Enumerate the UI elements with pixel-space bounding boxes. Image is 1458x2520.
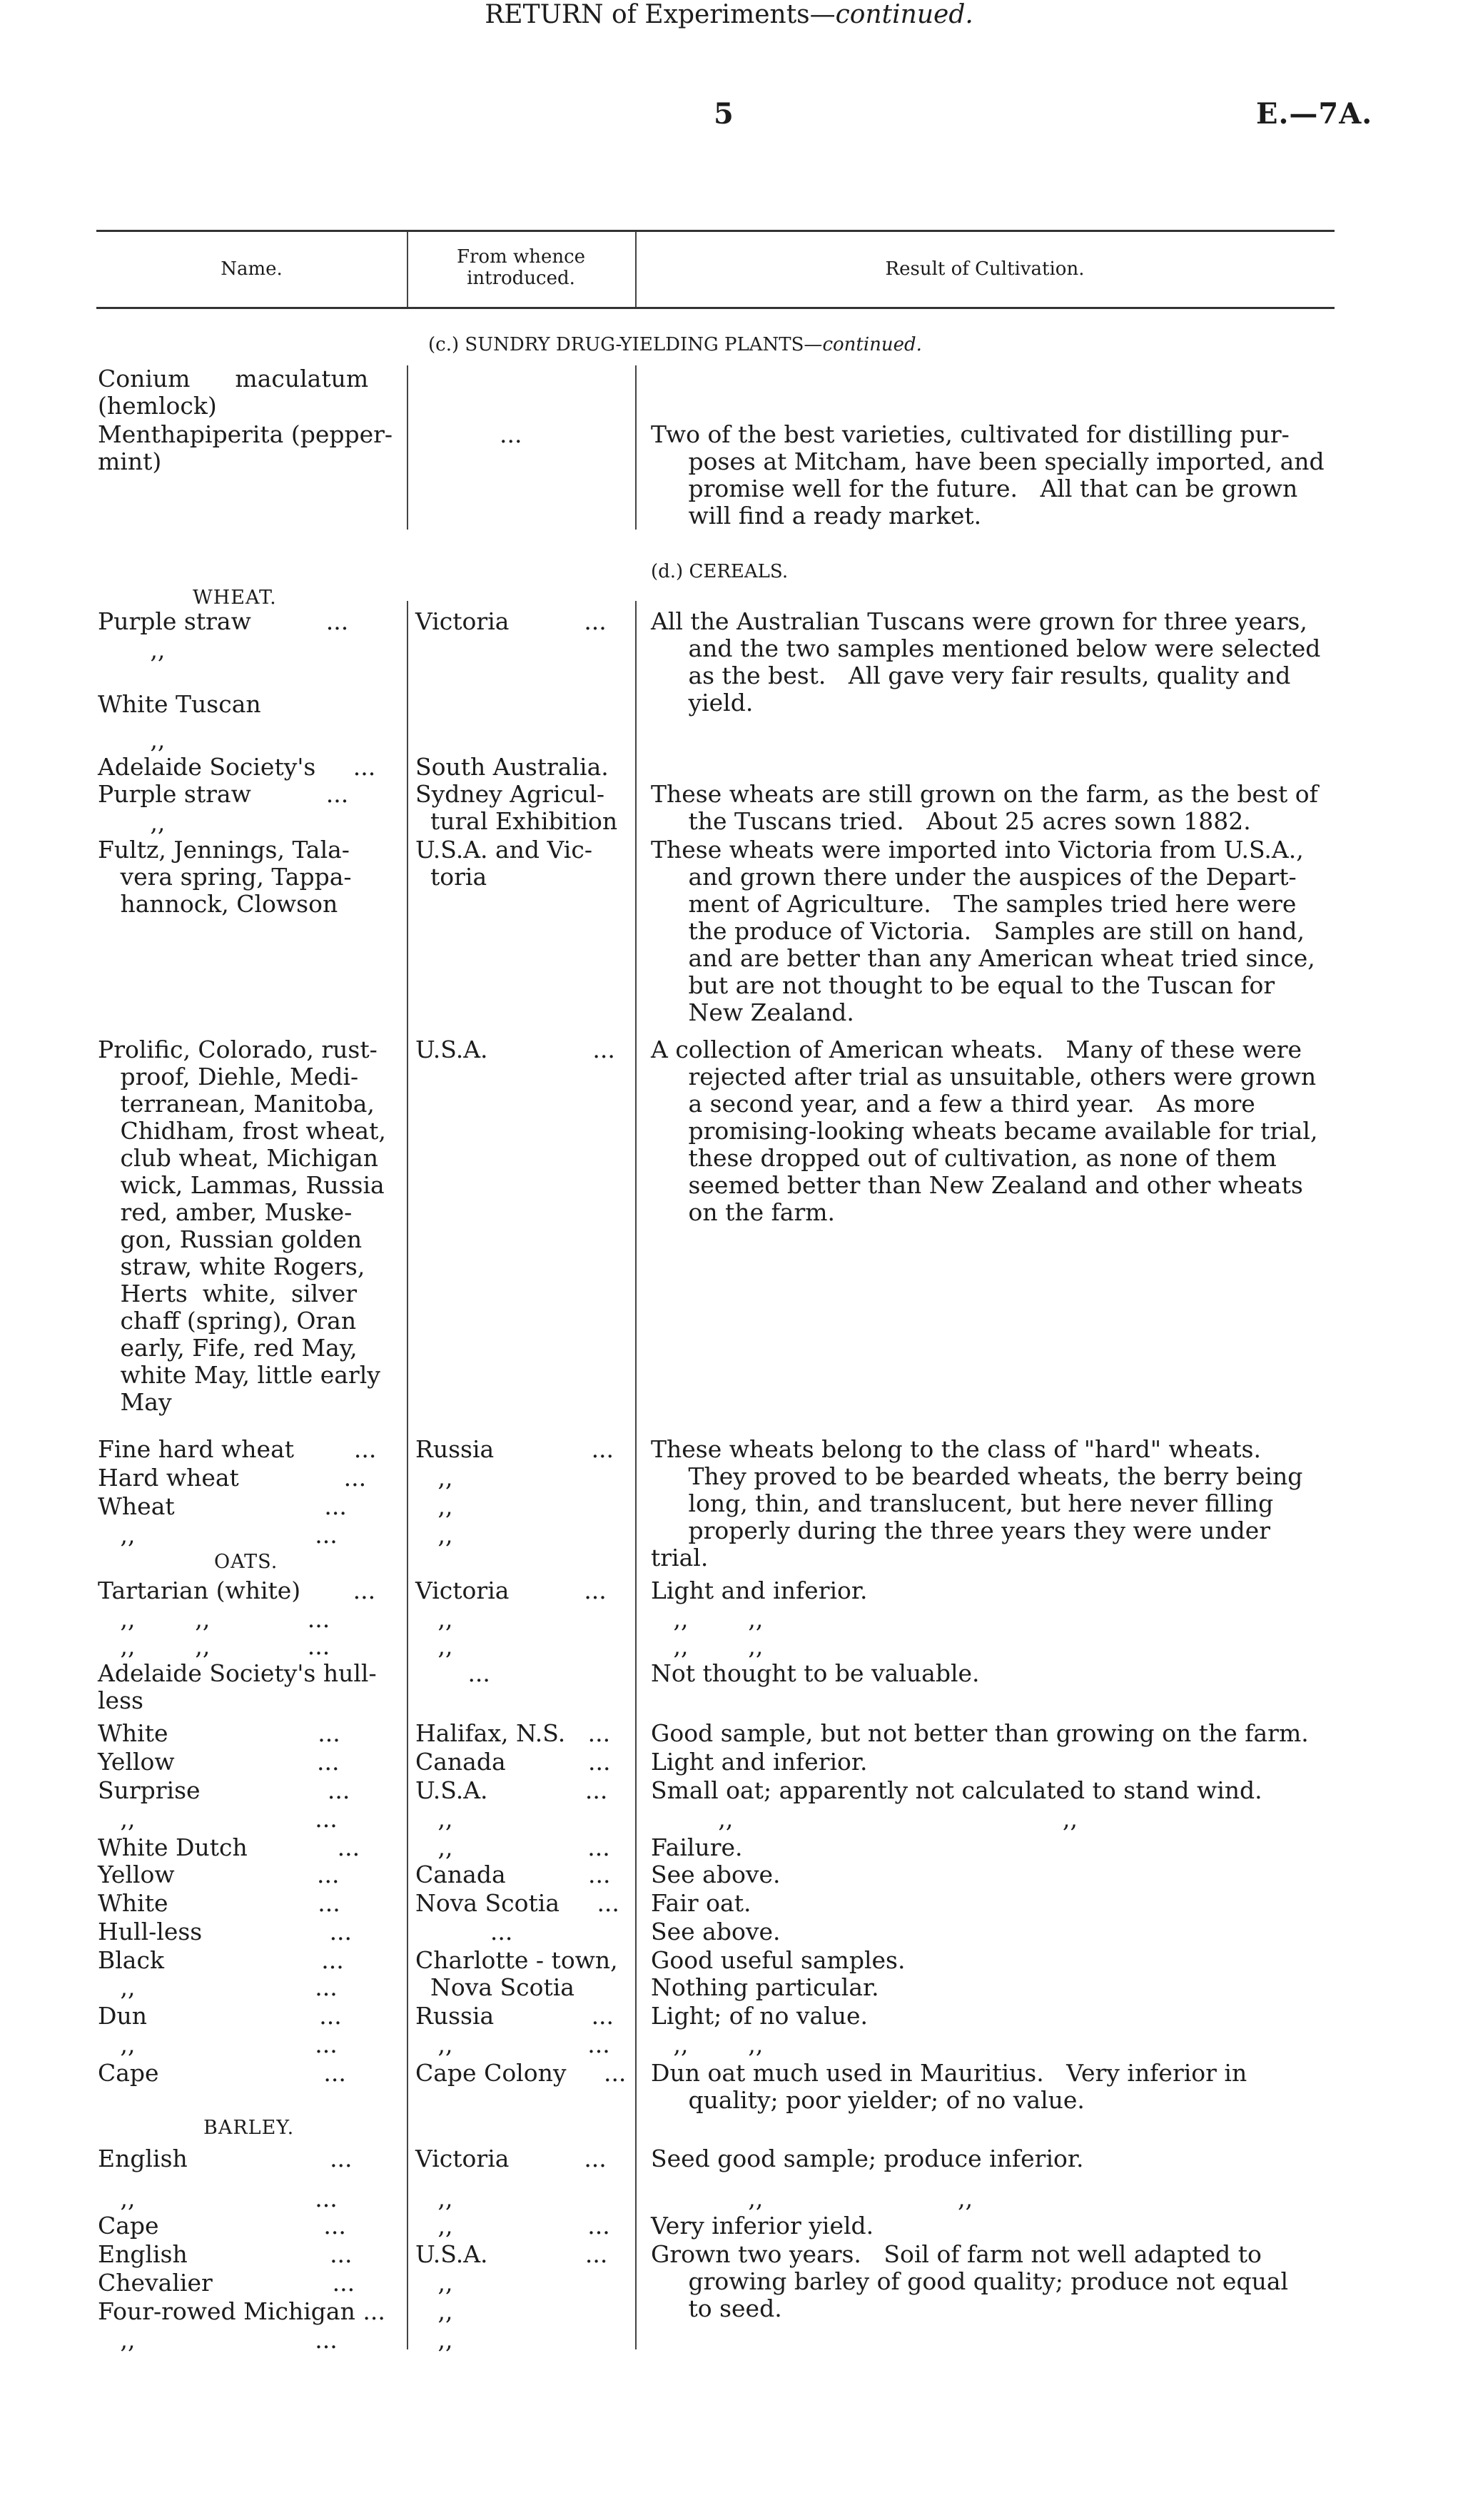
section-c-heading: [428, 334, 922, 355]
group-title-wheat: WHEAT.: [193, 587, 277, 609]
cell-result: Small oat; apparently not calculated to stand wind.: [651, 1776, 1262, 1804]
cell-result: Fair oat.: [651, 1889, 751, 1917]
cell-result: Failure.: [651, 1833, 743, 1861]
cell-name: Yellow ...: [98, 1861, 340, 1888]
section-c-continued: continued.: [822, 334, 922, 355]
cell-from: Canada ...: [415, 1748, 611, 1776]
cell-from: Canada ...: [415, 1861, 611, 1888]
cell-result: All the Australian Tuscans were grown for three years, and the two samples mentioned below were selected as the best. All gave very fair results, quality and yield.: [651, 607, 1321, 717]
cell-from: ,,: [415, 2185, 453, 2212]
cell-name: ,,: [98, 726, 166, 754]
section-d-heading: (d.) CEREALS.: [651, 561, 789, 582]
cell-name: Menthapiperita (pepper- mint): [98, 420, 393, 475]
column-header-from: From whence introduced.: [456, 246, 586, 289]
cell-name: ,,: [98, 809, 166, 836]
column-header-name: Name.: [221, 258, 283, 280]
cell-name: Black ...: [98, 1946, 344, 1974]
cell-from: ,,: [415, 1464, 453, 1492]
cell-from: ,,: [415, 1521, 453, 1549]
cell-name: Purple straw ...: [98, 780, 349, 808]
cell-name: ,, ...: [98, 1805, 338, 1833]
cell-from: ,,: [415, 1805, 453, 1833]
cell-name: Conium maculatum (hemlock): [98, 365, 369, 420]
cell-from: U.S.A. and Vic- toria: [415, 836, 592, 891]
cell-from: ,,: [415, 1605, 453, 1633]
cell-result: Light; of no value.: [651, 2002, 869, 2030]
cell-from: Charlotte - town, Nova Scotia: [415, 1946, 618, 2001]
cell-from: ,,: [415, 1632, 453, 1660]
cell-from: South Australia.: [415, 753, 609, 781]
cell-from: ...: [415, 1659, 490, 1687]
cell-name: Wheat ...: [98, 1492, 347, 1520]
cell-result: ,, ,,: [651, 2030, 764, 2058]
cell-from: ,,: [415, 2297, 453, 2325]
cell-name: Cape ...: [98, 2212, 346, 2240]
cell-name: ,, ,, ...: [98, 1632, 330, 1660]
cell-result: Nothing particular.: [651, 1973, 879, 2001]
cell-name: ,, ...: [98, 1973, 338, 2001]
cell-from: Victoria ...: [415, 607, 607, 635]
cell-result: Two of the best varieties, cultivated for distilling pur- poses at Mitcham, have been specially imported, and promise well for the future. All that can be grown will find a ready market.: [651, 420, 1325, 530]
document-code: E.—7A.: [1256, 97, 1373, 131]
cell-name: ,, ...: [98, 2326, 338, 2354]
cell-result: Grown two years. Soil of farm not well adapted to growing barley of good quality; produce not equal to seed.: [651, 2240, 1289, 2322]
cell-result: ,, ,,: [651, 2185, 973, 2212]
cell-name: White ...: [98, 1719, 340, 1747]
cell-result: These wheats belong to the class of "hard" wheats. They proved to be bearded wheats, the berry being long, thin, and translucent, but here never filling properly during the three years they were under trial.: [651, 1435, 1303, 1572]
cell-result: Very inferior yield.: [651, 2212, 874, 2240]
cell-name: Fultz, Jennings, Tala- vera spring, Tappa- hannock, Clowson: [98, 836, 352, 918]
cell-from: Russia ...: [415, 2002, 614, 2030]
cell-name: ,,: [98, 636, 166, 664]
table-header-rule: [96, 307, 1335, 309]
cell-from: ,,: [415, 2269, 453, 2297]
cell-name: English ...: [98, 2240, 353, 2268]
cell-name: English ...: [98, 2145, 353, 2172]
column-divider: [407, 601, 408, 2349]
page-number: 5: [714, 97, 734, 131]
cell-result: Seed good sample; produce inferior.: [651, 2145, 1084, 2172]
cell-from: Halifax, N.S. ...: [415, 1719, 611, 1747]
cell-from: U.S.A. ...: [415, 1776, 608, 1804]
cell-name: Hull-less ...: [98, 1918, 353, 1945]
column-divider: [407, 365, 408, 530]
cell-from: U.S.A. ...: [415, 1036, 615, 1063]
cell-result: See above.: [651, 1918, 781, 1945]
cell-name: Cape ...: [98, 2059, 346, 2087]
cell-result: A collection of American wheats. Many of these were rejected after trial as unsuitable, others were grown a second year, and a few a third year. As more promising-looking wheats became available for trial, these dropped out of cultivation, as none of them seemed better than New Zealand and other wheats on the farm.: [651, 1036, 1318, 1226]
cell-name: Hard wheat ...: [98, 1464, 367, 1492]
cell-result: See above.: [651, 1861, 781, 1888]
cell-result: ,, ,,: [651, 1605, 764, 1633]
group-title-barley: BARLEY.: [203, 2117, 295, 2139]
cell-from: ...: [415, 1918, 513, 1945]
cell-name: ,, ,, ...: [98, 1605, 330, 1633]
cell-name: White ...: [98, 1889, 340, 1917]
cell-name: ,, ...: [98, 1521, 338, 1549]
cell-name: Four-rowed Michigan ...: [98, 2297, 385, 2325]
column-divider: [407, 232, 408, 307]
group-title-oats: OATS.: [214, 1551, 278, 1573]
cell-name: Adelaide Society's ...: [98, 753, 376, 781]
cell-from: Victoria ...: [415, 1577, 607, 1604]
cell-from: ,, ...: [415, 2212, 610, 2240]
cell-result: ,, ,,: [651, 1632, 764, 1660]
column-divider: [635, 232, 637, 307]
cell-from: Sydney Agricul- tural Exhibition: [415, 780, 618, 835]
cell-result: These wheats were imported into Victoria from U.S.A., and grown there under the auspices of the Depart- ment of Agriculture. The samples tried here were the produce of Victoria. Samples are still on hand, and are better than any American wheat tried since, but are not thought to be equal to the Tuscan for New Zealand.: [651, 836, 1315, 1026]
cell-from: U.S.A. ...: [415, 2240, 608, 2268]
cell-name: Adelaide Society's hull- less: [98, 1659, 377, 1714]
page-title-continued: continued.: [835, 0, 973, 29]
cell-from: ,, ...: [415, 1833, 610, 1861]
cell-result: Not thought to be valuable.: [651, 1659, 980, 1687]
cell-from: ...: [500, 420, 522, 448]
cell-from: Cape Colony ...: [415, 2059, 627, 2087]
cell-result: ,, ,,: [651, 1805, 1078, 1833]
cell-result: Light and inferior.: [651, 1748, 868, 1776]
cell-name: Yellow ...: [98, 1748, 340, 1776]
cell-name: Tartarian (white) ...: [98, 1577, 376, 1604]
cell-name: White Tuscan: [98, 690, 261, 718]
cell-name: Fine hard wheat ...: [98, 1435, 377, 1463]
cell-result: Good useful samples.: [651, 1946, 906, 1974]
cell-from: Nova Scotia ...: [415, 1889, 619, 1917]
cell-name: Dun ...: [98, 2002, 342, 2030]
cell-from: ,, ...: [415, 2030, 610, 2058]
cell-name: Prolific, Colorado, rust- proof, Diehle, Medi- terranean, Manitoba, Chidham, frost wheat, club wheat, Michigan wick, Lammas, Russia red, amber, Muske- gon, Russian golden straw, white Rogers, Herts white, silver chaff (spring), Oran early, Fife, red May, white May, little early May: [98, 1036, 386, 1416]
cell-result: Light and inferior.: [651, 1577, 868, 1604]
page-title: [0, 0, 1458, 29]
cell-name: White Dutch ...: [98, 1833, 360, 1861]
cell-from: ,,: [415, 1492, 453, 1520]
cell-from: Russia ...: [415, 1435, 614, 1463]
cell-from: ,,: [415, 2326, 453, 2354]
cell-result: These wheats are still grown on the farm, as the best of the Tuscans tried. About 25 acres sown 1882.: [651, 780, 1318, 835]
page-title-main: RETURN of Experiments—: [485, 0, 836, 29]
column-header-result: Result of Cultivation.: [885, 258, 1085, 280]
section-c-label: (c.) SUNDRY DRUG-YIELDING PLANTS—: [428, 334, 823, 355]
column-divider: [635, 601, 637, 2349]
cell-name: Purple straw ...: [98, 607, 349, 635]
cell-name: Surprise ...: [98, 1776, 350, 1804]
cell-result: Good sample, but not better than growing on the farm.: [651, 1719, 1309, 1747]
cell-name: ,, ...: [98, 2030, 338, 2058]
cell-name: ,, ...: [98, 2185, 338, 2212]
cell-result: Dun oat much used in Mauritius. Very inferior in quality; poor yielder; of no value.: [651, 2059, 1247, 2114]
table-top-rule: [96, 230, 1335, 232]
cell-name: Chevalier ...: [98, 2269, 355, 2297]
cell-from: Victoria ...: [415, 2145, 607, 2172]
